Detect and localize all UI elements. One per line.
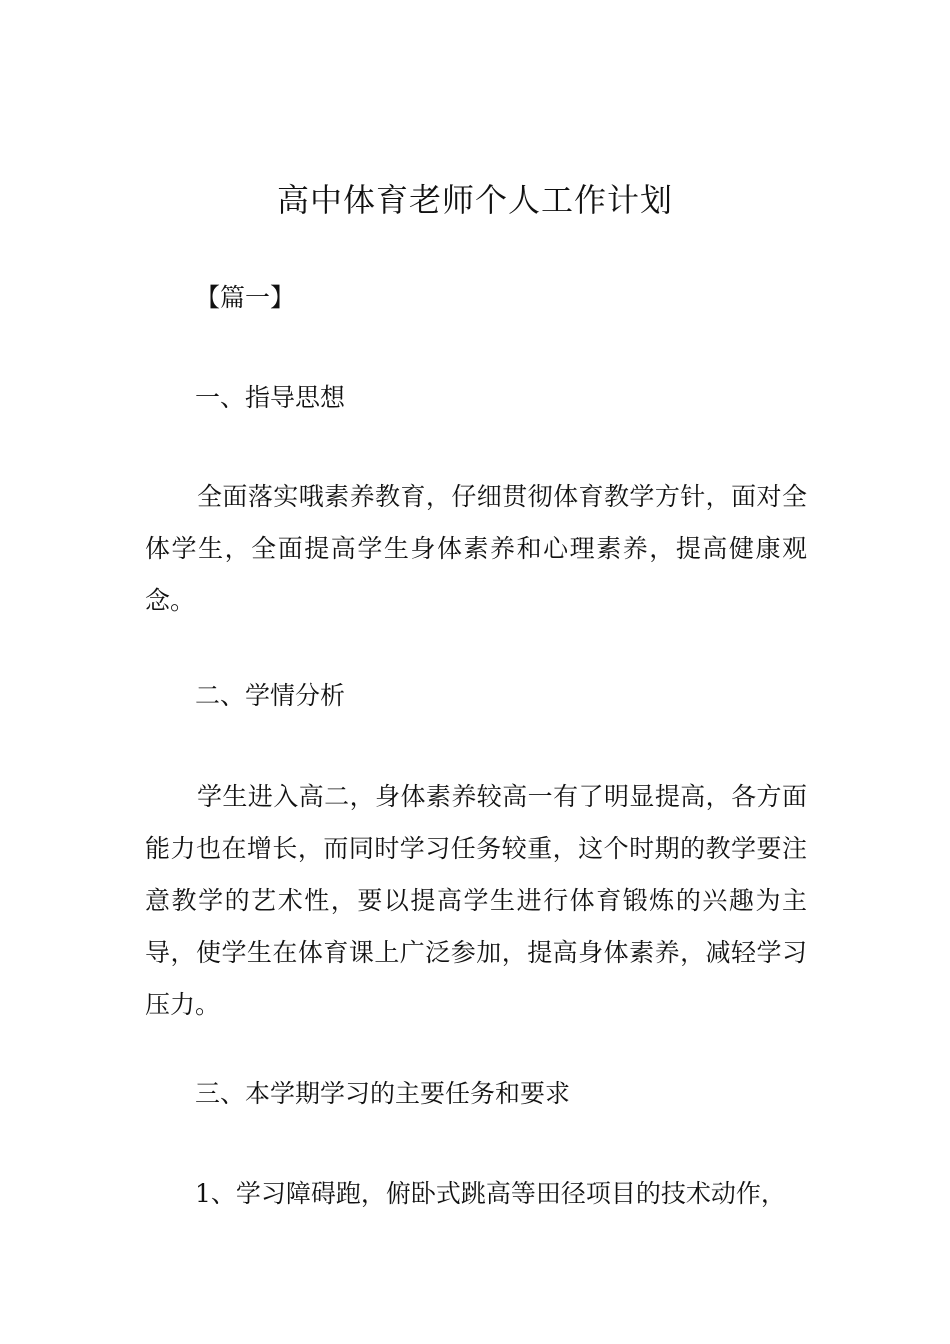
list-item-1: 1、学习障碍跑，俯卧式跳高等田径项目的技术动作， [195,1179,786,1208]
heading-student-analysis: 二、学情分析 [195,681,346,710]
paragraph-guiding-ideology: 全面落实哦素养教育，仔细贯彻体育教学方针，面对全体学生，全面提高学生身体素养和心理素养，提高健康观念。 [145,482,807,615]
heading-guiding-ideology: 一、指导思想 [195,383,346,412]
paragraph-student-analysis: 学生进入高二，身体素养较高一有了明显提高，各方面能力也在增长，而同时学习任务较重，这个时期的教学要注意教学的艺术性，要以提高学生进行体育锻炼的兴趣为主导，使学生在体育课上广泛参加，提高身体素养，减轻学习压力。 [145,782,807,1019]
section-label: 【篇一】 [195,283,296,312]
heading-main-tasks: 三、本学期学习的主要任务和要求 [195,1079,571,1108]
document-title: 高中体育老师个人工作计划 [276,181,673,219]
